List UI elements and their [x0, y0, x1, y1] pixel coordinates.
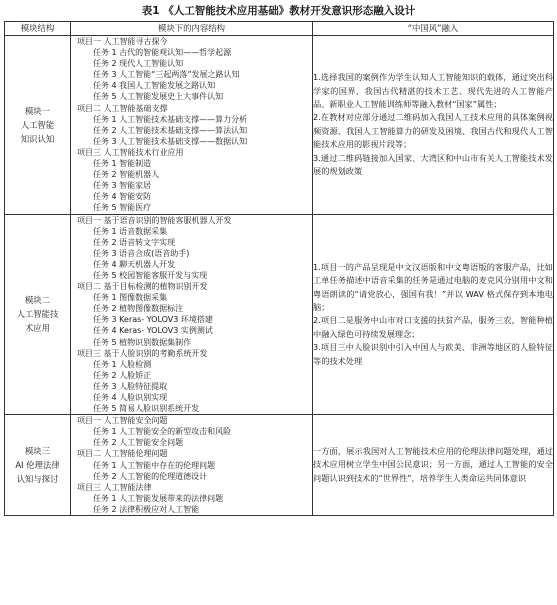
note-paragraph: 3.通过二维码链接加入国家、大湾区和中山市有关人工智能技术发展的规划政策: [313, 152, 553, 176]
task-line: 任务 1 人工智能安全的新型攻击和风险: [93, 427, 232, 437]
task-line: 任务 5 人工智能发展史上大事件认知: [93, 92, 224, 102]
module-name-line: 人工智能: [20, 119, 55, 130]
task-line: 任务 3 人脸特征提取: [93, 381, 168, 391]
module-row: [5, 415, 554, 516]
module-name-line: 术应用: [24, 323, 51, 334]
note-paragraph: 1.项目一的产品呈现是中文汉语版和中文粤语版的客服产品，比如工单任务描述中语音采集的任务是通过电脑的麦克风分别用中文和粤语朗读的“请党放心，强国有我！”并以 WAV 格式保存到本地电脑；: [313, 261, 553, 312]
module-row: [5, 36, 554, 215]
task-line: 任务 1 图像数据采集: [93, 293, 168, 303]
module-name-line: 知识认知: [20, 133, 55, 144]
module-content-cell: [71, 214, 313, 415]
task-line: 任务 3 Keras- YOLOV3 环境搭建: [93, 315, 213, 325]
china-style-notes-cell: [313, 214, 554, 415]
task-line: 任务 2 人工智能安全问题: [93, 438, 184, 448]
module-name-line: 模块二: [24, 295, 51, 306]
project-line: 项目三 基于人脸识别的考勤系统开发: [77, 348, 208, 358]
task-line: 任务 2 人脸矫正: [93, 370, 152, 380]
task-line: 任务 4 智能安防: [93, 192, 152, 202]
task-line: 任务 5 植物识别数据集制作: [93, 337, 192, 347]
project-line: 项目二 人工智能基础支撑: [77, 103, 168, 113]
task-line: 任务 1 智能制造: [93, 159, 152, 169]
china-style-notes-cell: [313, 36, 554, 215]
task-line: 任务 5 简易人脸识别系统开发: [93, 404, 200, 414]
china-style-notes-cell: [313, 415, 554, 516]
project-line: 项目三 人工智能技术行业应用: [77, 147, 184, 157]
module-content-cell: [71, 415, 313, 516]
module-name-cell: [5, 214, 71, 415]
task-line: 任务 1 人工智能发展带来的法律问题: [93, 493, 224, 503]
header-row: [5, 22, 554, 36]
task-line: 任务 5 校园智能客服开发与实现: [93, 270, 208, 280]
module-row: [5, 214, 554, 415]
task-line: 任务 4 人脸识别实现: [93, 393, 168, 402]
design-table: [4, 21, 554, 516]
task-line: 任务 2 人工智能的伦理道德设计: [93, 471, 208, 481]
module-name-line: 人工智能技: [16, 309, 59, 320]
task-line: 任务 3 人工智能技术基础支撑——数据认知: [93, 136, 248, 146]
project-line: 项目一 人工智能寻古探今: [77, 37, 168, 46]
module-name-cell: [5, 415, 71, 516]
header-module-structure: 模块结构: [5, 22, 71, 36]
task-line: 任务 2 智能机器人: [93, 170, 160, 180]
task-line: 任务 1 语音数据采集: [93, 226, 168, 236]
task-line: 任务 3 智能家居: [93, 181, 152, 191]
header-content-structure: 模块下的内容结构: [71, 22, 313, 36]
project-line: 项目三 人工智能法律: [77, 482, 152, 492]
note-paragraph: 2.在教材对应部分通过二维码加入我国人工技术应用的具体案例视频资源、我国人工智能算力的研发及困境、我国古代和现代人工智能技术应用的影视片段等；: [313, 112, 553, 150]
project-line: 项目一 人工智能安全问题: [77, 416, 168, 426]
project-line: 项目二 人工智能伦理问题: [77, 449, 168, 459]
task-line: 任务 3 人工智能“三起两落”发展之路认知: [93, 70, 240, 80]
note-paragraph: 一方面，展示我国对人工智能技术应用的伦理法律问题处理，通过技术应用树立学生中国公民意识；另一方面，通过人工智能的安全问题认识到技术的“世界性”，培养学生人类命运共同体意识: [313, 446, 553, 483]
project-line: 项目一 基于语音识别的智能客服机器人开发: [77, 215, 232, 225]
module-name-line: 模块一: [24, 105, 51, 116]
task-line: 任务 4 Keras- YOLOV3 实例测试: [93, 326, 213, 336]
task-line: 任务 4 我国人工智能发展之路认知: [93, 81, 216, 91]
module-content-cell: [71, 36, 313, 215]
task-line: 任务 2 植物图像数据标注: [93, 304, 184, 314]
module-name-line: 认知与探讨: [16, 474, 59, 485]
note-paragraph: 1.选择我国的案例作为学生认知人工智能知识的载体，通过突出科学家的国界、我国古代精湛的技术工艺、现代先进的人工智能产品、新职业人工智能训练师等融入教材“国家”属性；: [313, 72, 553, 109]
task-line: 任务 5 智能医疗: [93, 203, 152, 213]
task-line: 任务 2 法律积极应对人工智能: [93, 504, 200, 514]
table-caption: 表1 《人工智能技术应用基础》教材开发意识形态融入设计: [141, 5, 416, 17]
module-name-cell: [5, 36, 71, 215]
task-line: 任务 2 语音转文字实现: [93, 237, 176, 247]
module-name-line: 模块三: [24, 446, 51, 457]
task-line: 任务 4 聊天机器人开发: [93, 259, 176, 269]
task-line: 任务 2 现代人工智能认知: [93, 59, 184, 69]
note-paragraph: 3.项目三中人脸识别中引入中国人与欧美、非洲等地区的人脸特征等的技术处理: [313, 342, 553, 366]
project-line: 项目二 基于目标检测的植物识别开发: [77, 282, 208, 292]
task-line: 任务 2 人工智能技术基础支撑——算法认知: [93, 125, 248, 135]
task-line: 任务 1 人工智能技术基础支撑——算力分析: [93, 114, 248, 124]
note-paragraph: 2.项目二是服务中山市对口支援的扶贫产品，服务三农，智能种植中融入绿色可持续发展理念；: [313, 315, 553, 339]
task-line: 任务 3 语音合成(语音助手): [93, 248, 190, 258]
header-china-style: “中国风”融入: [313, 22, 554, 36]
task-line: 任务 1 人脸检测: [93, 359, 152, 369]
module-name-line: AI 伦理法律: [15, 460, 60, 471]
task-line: 任务 1 人工智能中存在的伦理问题: [93, 460, 216, 470]
task-line: 任务 1 古代的智能观认知——哲学起源: [93, 48, 232, 58]
